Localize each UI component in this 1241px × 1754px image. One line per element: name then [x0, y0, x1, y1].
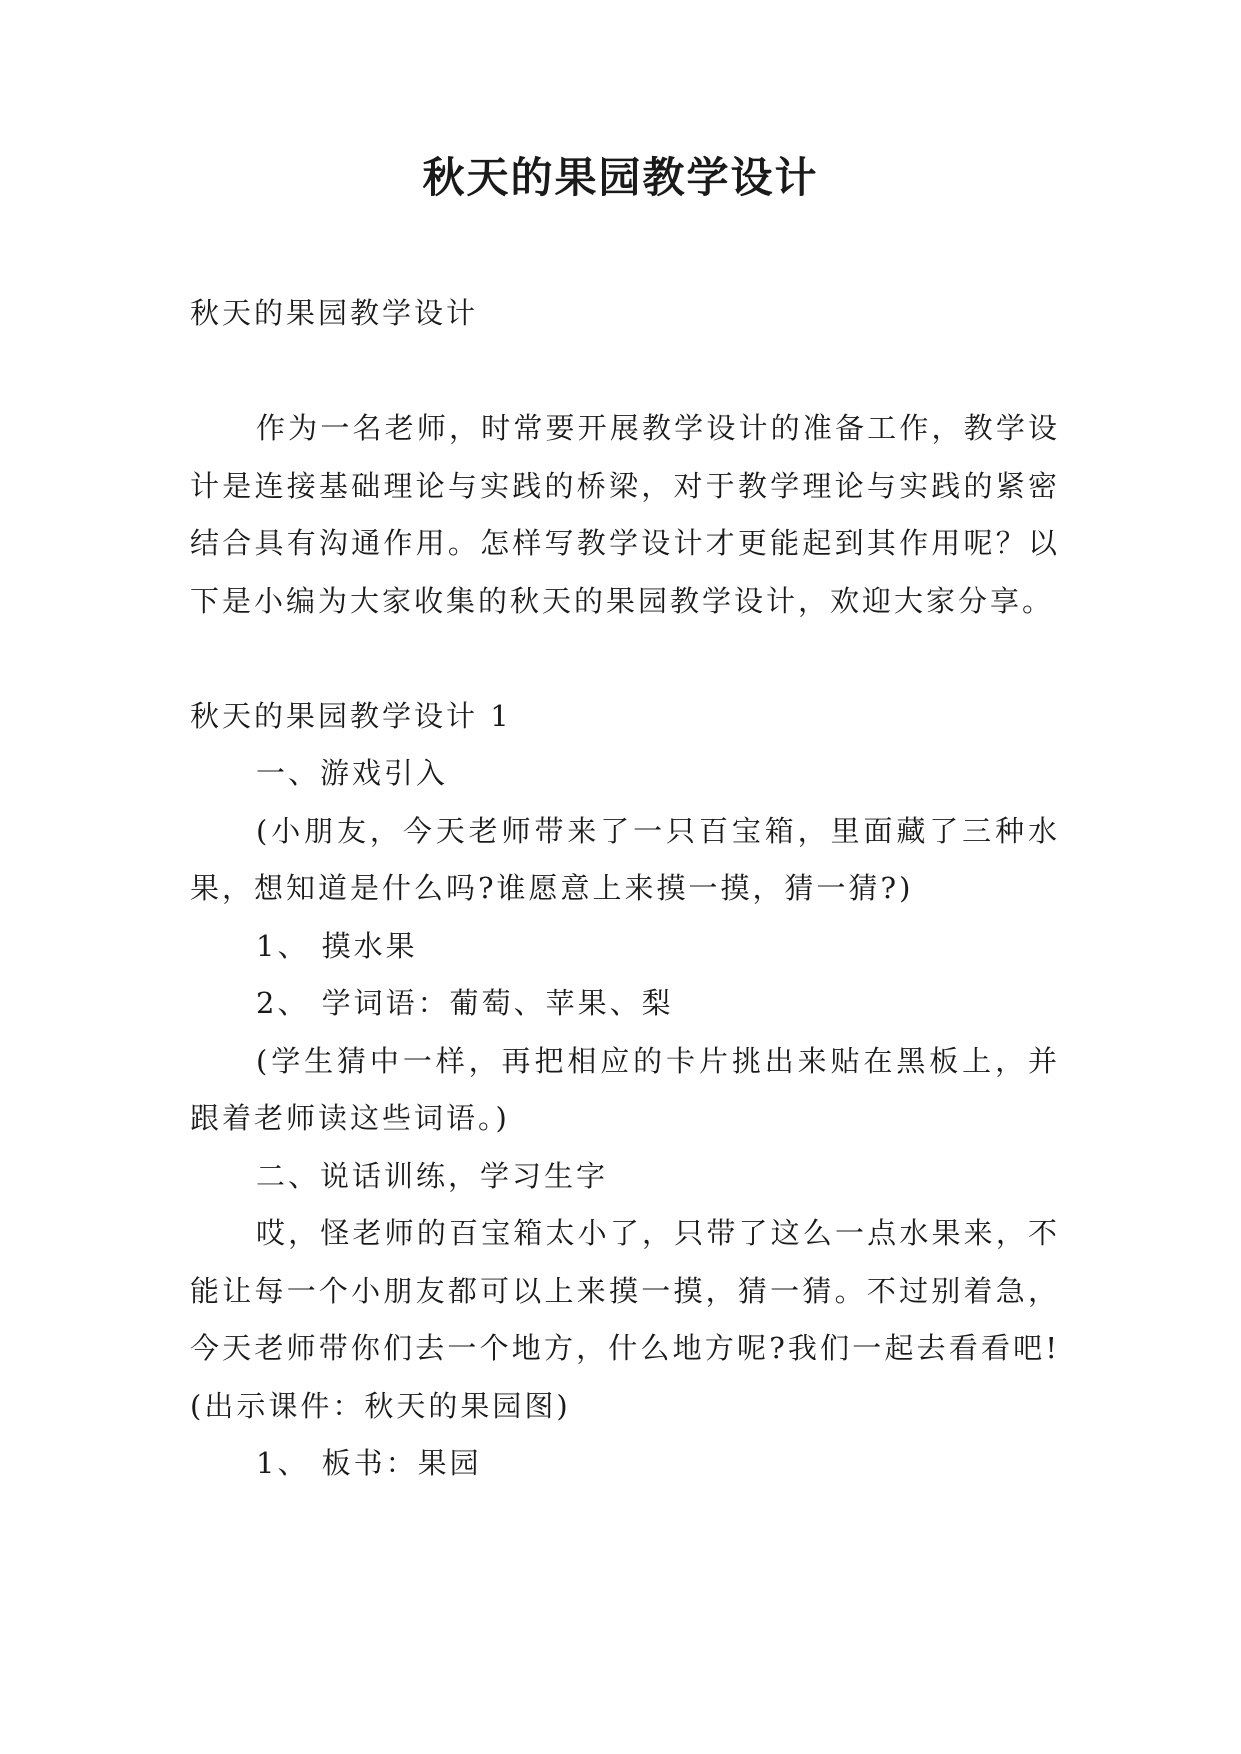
step-heading-speaking: 二、说话训练，学习生字 — [256, 1158, 609, 1193]
blank-line — [190, 630, 1060, 688]
blank-line — [190, 343, 1060, 401]
document-title: 秋天的果园教学设计 — [422, 153, 819, 202]
list-item: 1、 板书：果园 — [256, 1446, 482, 1480]
subtitle-paragraph: 秋天的果园教学设计 — [190, 296, 479, 330]
item-description: (学生猜中一样，再把相应的卡片挑出来贴在黑板上，并跟着老师读这些词语。) — [190, 1043, 1060, 1135]
list-item: 1、 摸水果 — [256, 928, 418, 963]
section-heading: 秋天的果园教学设计 1 — [190, 698, 512, 733]
document-body — [190, 285, 1060, 1493]
step-description: (小朋友，今天老师带来了一只百宝箱，里面藏了三种水果，想知道是什么吗?谁愿意上来摸一摸，猜一猜?) — [190, 813, 1060, 905]
intro-paragraph: 作为一名老师，时常要开展教学设计的准备工作，教学设计是连接基础理论与实践的桥梁，对于教学理论与实践的紧密结合具有沟通作用。怎样写教学设计才更能起到其作用呢？以下是小编为大家收集的秋天的果园教学设计，欢迎大家分享。 — [190, 411, 1060, 618]
step-heading-game: 一、游戏引入 — [256, 756, 449, 790]
list-item: 2、 学词语：葡萄、苹果、梨 — [256, 986, 674, 1020]
step-description: 哎，怪老师的百宝箱太小了，只带了这么一点水果来，不能让每一个小朋友都可以上来摸一摸，猜一猜。不过别着急，今天老师带你们去一个地方，什么地方呢?我们一起去看看吧!(出示课件：秋天的果园图) — [190, 1216, 1060, 1423]
